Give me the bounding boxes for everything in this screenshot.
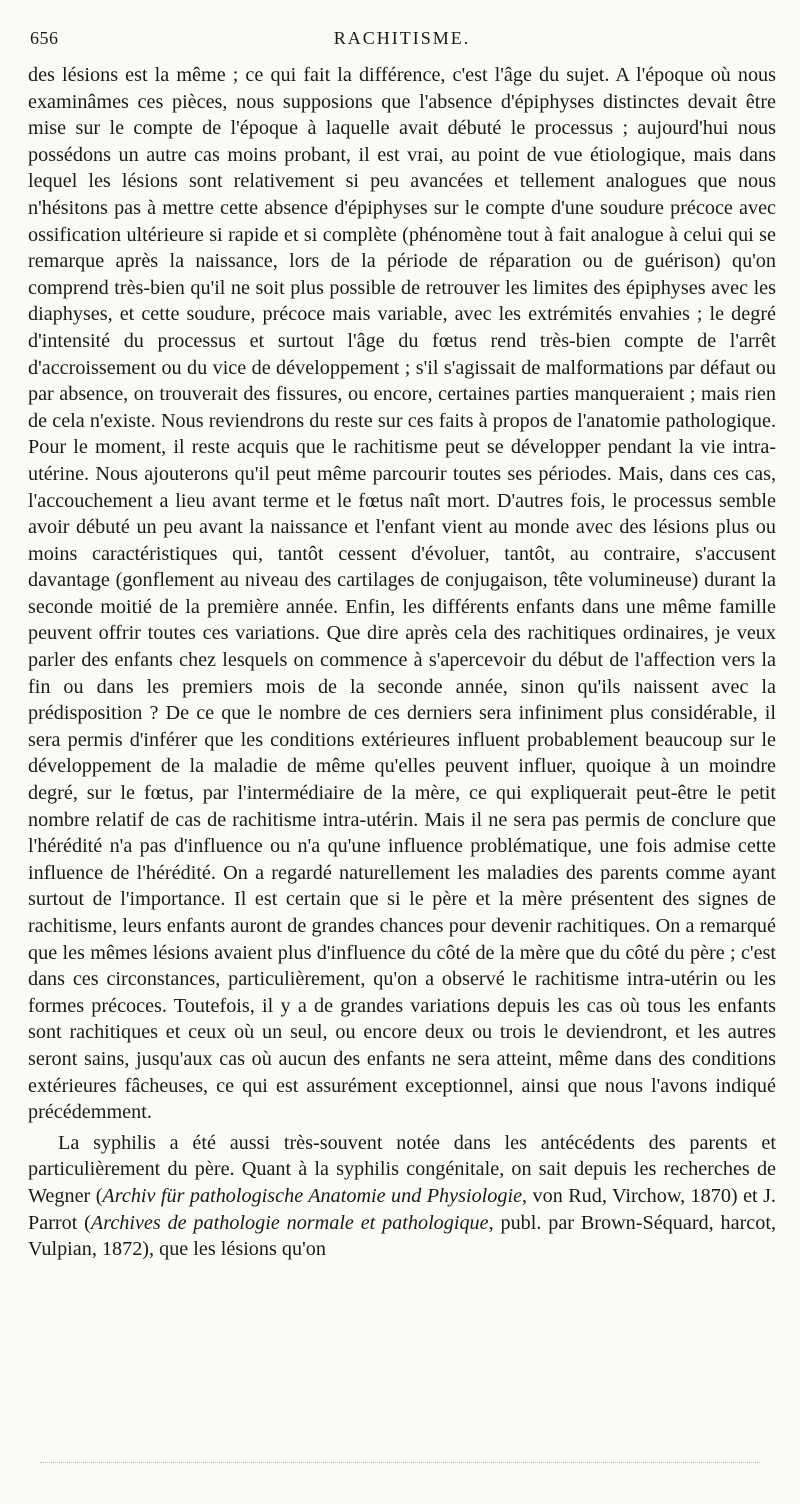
book-page	[28, 22, 776, 1263]
citation-parrot-journal: Archives de pathologie normale et pathologique	[90, 1211, 489, 1234]
citation-wegner-journal: Archiv für pathologische Anatomie und Physiologie	[102, 1184, 523, 1207]
paragraph-2-text: La syphilis a été aussi très-souvent notée dans les antécédents des parents et particulièrement du père. Quant à la syphilis congénitale, on sait depuis les recherches de Wegner (	[28, 1131, 776, 1207]
paragraph-2-text: , publ. par Brown-Séquard, harcot, Vulpian, 1872), que les lésions qu'on	[28, 1211, 777, 1261]
footer-rule	[40, 1462, 760, 1463]
paragraph-2	[28, 1130, 776, 1263]
running-title: RACHITISME.	[333, 28, 471, 48]
page-number: 656	[30, 28, 59, 48]
body-text	[28, 62, 776, 1263]
page-header	[28, 22, 776, 54]
paragraph-2-text: , von Rud, Virchow, 1870) et J. Parrot (	[28, 1184, 776, 1234]
paragraph-1: des lésions est la même ; ce qui fait la différence, c'est l'âge du sujet. A l'époque où nous examinâmes ces pièces, nous supposions que l'absence d'épiphyses distinctes devait être mise sur le compte de l'époque à laquelle avait débuté le processus ; aujourd'hui nous possédons un autre cas moins probant, il est vrai, au point de vue étiologique, mais dans lequel les lésions sont relativement si peu avancées et tellement analogues que nous n'hésitons pas à mettre cette absence d'épiphyses sur le compte d'une soudure précoce avec ossification ultérieure si rapide et si complète (phénomène tout à fait analogue à celui qui se remarque après la naissance, lors de la période de réparation ou de guérison) qu'on comprend très-bien qu'il ne soit plus possible de retrouver les limites des épiphyses avec les diaphyses, et cette soudure, précoce mais variable, avec les extrémités envahies ; le degré d'intensité du processus et surtout l'âge du fœtus rend très-bien compte de l'arrêt d'accroissement ou du vice de développement ; s'il s'agissait de malformations par défaut ou par absence, on trouverait des fissures, ou encore, certaines parties manqueraient ; mais rien de cela n'existe. Nous reviendrons du reste sur ces faits à propos de l'anatomie pathologique. Pour le moment, il reste acquis que le rachitisme peut se développer pendant la vie intra-utérine. Nous ajouterons qu'il peut même parcourir toutes ses périodes. Mais, dans ces cas, l'accouchement a lieu avant terme et le fœtus naît mort. D'autres fois, le processus semble avoir débuté un peu avant la naissance et l'enfant vient au monde avec des lésions plus ou moins caractéristiques qui, tantôt cessent d'évoluer, tantôt, au contraire, s'accusent davantage (gonflement au niveau des cartilages de conjugaison, tête volumineuse) durant la seconde moitié de la première année. Enfin, les différents enfants dans une même famille peuvent offrir toutes ces variations. Que dire après cela des rachitiques ordinaires, je veux parler des enfants chez lesquels on commence à s'apercevoir du début de l'affection vers la fin ou dans les premiers mois de la seconde année, sinon qu'ils naissent avec la prédisposition ? De ce que le nombre de ces derniers sera infiniment plus considérable, il sera permis d'inférer que les conditions extérieures influent probablement beaucoup sur le développement de la maladie de même qu'elles peuvent influer, quoique à un moindre degré, sur le fœtus, par l'intermédiaire de la mère, ce qui expliquerait peut-être le petit nombre relatif de cas de rachitisme intra-utérin. Mais il ne sera pas permis de conclure que l'hérédité n'a pas d'influence ou n'a qu'une influence problématique, une fois admise cette influence de l'hérédité. On a regardé naturellement les maladies des parents comme ayant surtout de l'importance. Il est certain que si le père et la mère présentent des signes de rachitisme, leurs enfants auront de grandes chances pour devenir rachitiques. On a remarqué que les mêmes lésions avaient plus d'influence du côté de la mère que du côté du père ; c'est dans ces circonstances, particulièrement, qu'on a observé le rachitisme intra-utérin ou les formes précoces. Toutefois, il y a de grandes variations depuis les cas où tous les enfants sont rachitiques et ceux où un seul, ou encore deux ou trois le deviendront, et les autres seront sains, jusqu'aux cas où aucun des enfants ne sera atteint, même dans des conditions extérieures fâcheuses, ce qui est assurément exceptionnel, ainsi que nous l'avons indiqué précédemment.	[28, 64, 776, 1124]
